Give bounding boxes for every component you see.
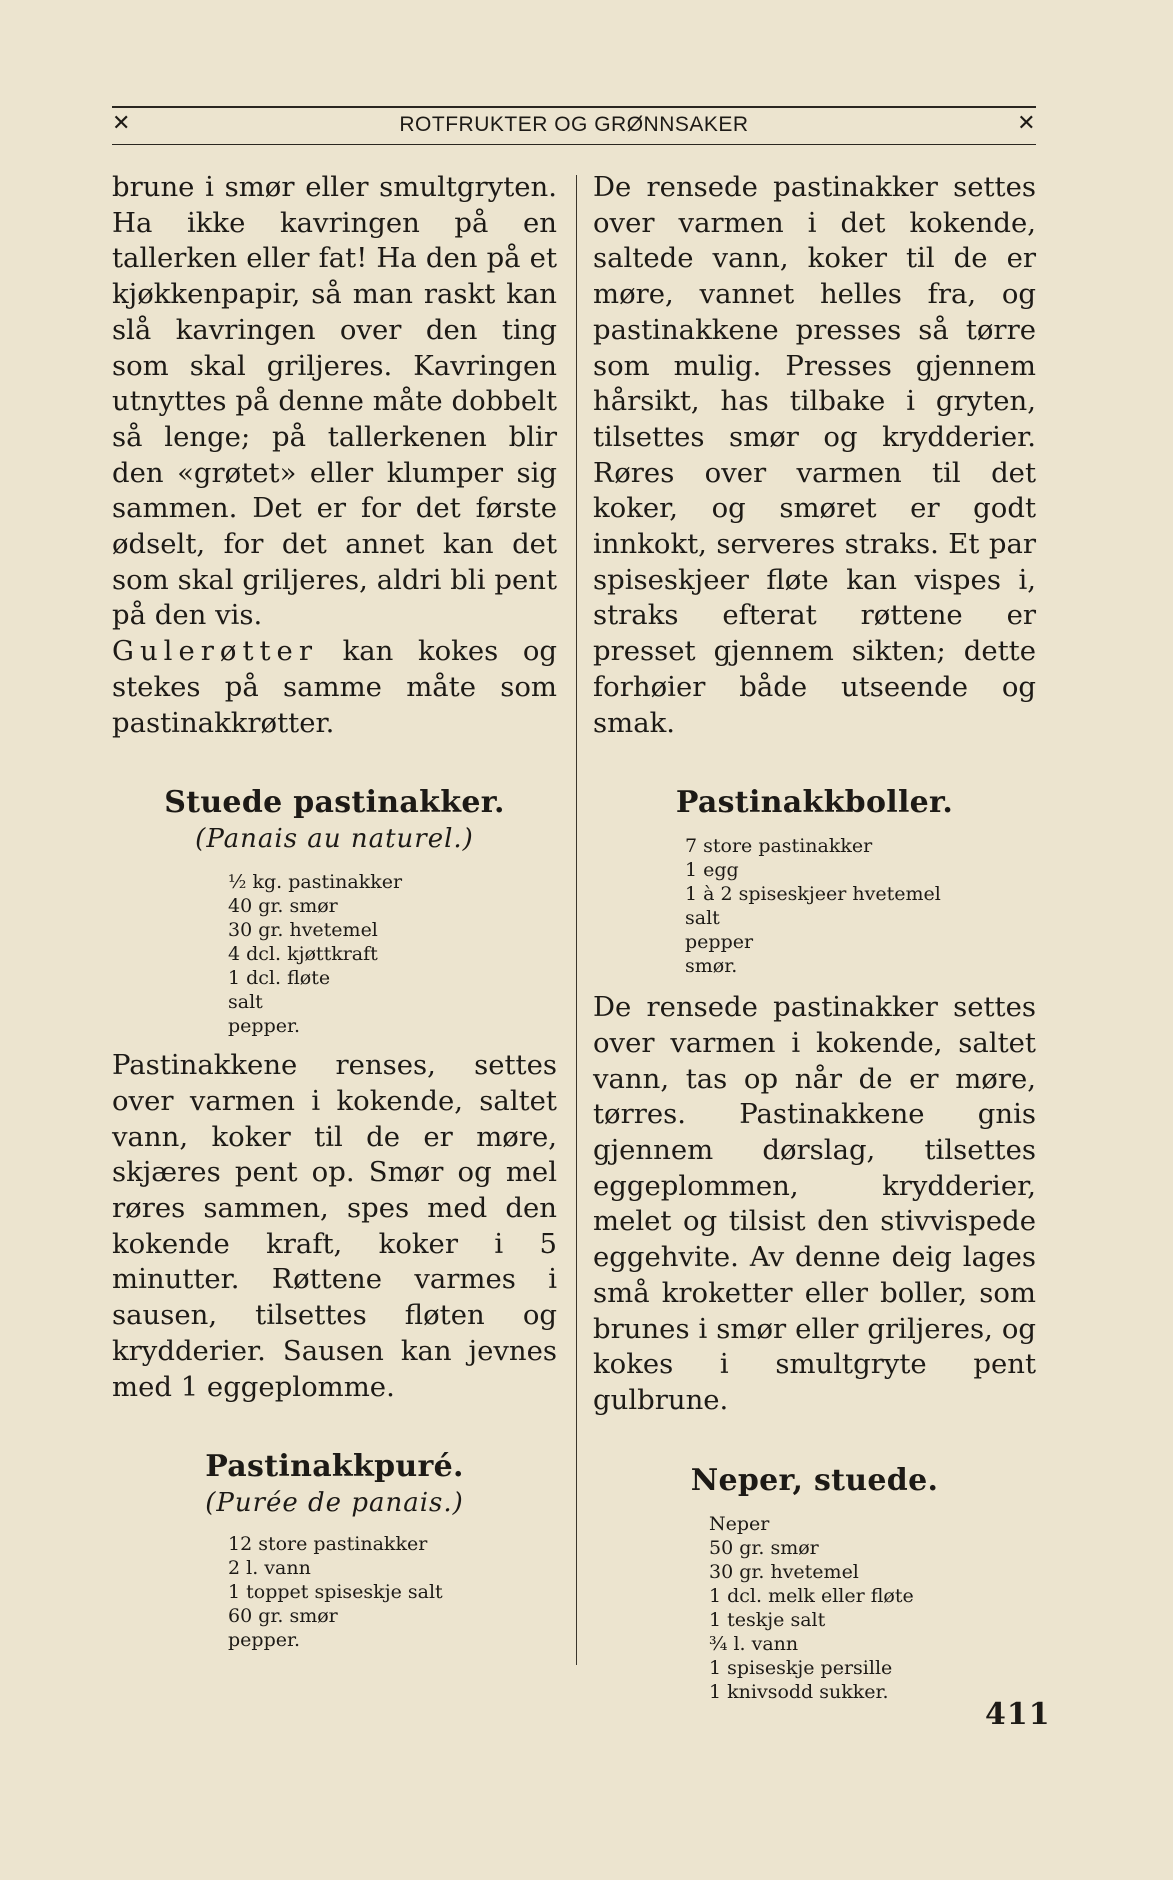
ingredient-item: 30 gr. hvetemel <box>709 1560 859 1583</box>
ingredient-item: pepper <box>685 931 754 954</box>
ingredient-item: 7 store pastinakker <box>685 835 873 858</box>
ingredient-item: 1 knivsodd sukker. <box>709 1680 889 1703</box>
ingredient-item: 1 toppet spiseskje salt <box>228 1581 443 1604</box>
method-boller: De rensede pastinakker settes over varmen i kokende, saltet vann, tas op når de er møre, tørres. Pastinakkene gnis gjennem dørslag, tilsettes eggeplommen, krydderier, melet og tilsist den stivvispede eggehvite. Av denne deig lages små kroketter eller boller, som brunes i smør eller griljeres, og kokes i smultgryte pent gulbrune. <box>593 991 1036 1416</box>
ornament-left-icon: ✕ <box>112 110 131 135</box>
page-number: 411 <box>985 1697 1051 1732</box>
ingredient-item: 60 gr. smør <box>228 1605 338 1628</box>
ingredient-list-pure <box>228 1532 557 1652</box>
ingredient-item: 1 dcl. melk eller fløte <box>709 1584 914 1607</box>
ingredient-list-stuede <box>228 870 557 1038</box>
ingredient-item: ½ kg. pastinakker <box>228 871 403 894</box>
ingredient-list-neper <box>709 1512 1036 1704</box>
recipe-title-boller: Pastinakkboller. <box>675 785 954 821</box>
ingredient-item: 1 teskje salt <box>709 1608 826 1631</box>
recipe-title-pure: Pastinakkpuré. <box>205 1449 464 1485</box>
ingredient-item: 1 egg <box>685 859 739 882</box>
recipe-title-neper: Neper, stuede. <box>690 1462 939 1498</box>
intro-paragraph: brune i smør eller smultgryten. Ha ikke kavringen på en tallerken eller fat! Ha den på et kjøkkenpapir, så man raskt kan slå kavringen over den ting som skal griljeres. Kavringen utnyttes på denne måte dobbelt så lenge; på tallerkenen blir den «grøtet» eller klumper sig sammen. Det er for det første ødselt, for det annet kan det som skal griljeres, aldri bli pent på den vis. <box>112 171 557 632</box>
ingredient-item: 30 gr. hvetemel <box>228 919 378 942</box>
ingredient-item: Neper <box>709 1512 770 1535</box>
recipe-title-stuede: Stuede pastinakker. <box>164 785 505 821</box>
gulerotter-word: Gulerøtter <box>112 635 318 668</box>
right-column <box>593 170 1036 1704</box>
ingredient-item: 1 dcl. fløte <box>228 967 331 990</box>
ingredient-item: pepper. <box>228 1015 301 1038</box>
header-bottom-rule <box>112 144 1036 145</box>
ingredient-item: salt <box>685 907 720 930</box>
recipe-subtitle-pure: (Purée de panais.) <box>205 1488 464 1519</box>
gulerotter-text: kan kokes og stekes på samme måte som pastinakkrøtter. <box>112 635 557 739</box>
method-pure: De rensede pastinakker settes over varmen i det kokende, saltede vann, koker til de er møre, vannet helles fra, og pastinakkene presses så tørre som mulig. Presses gjennem hårsikt, has tilbake i gryten, tilsettes smør og krydderier. Røres over varmen til det koker, og smøret er godt innkokt, serveres straks. Et par spiseskjeer fløte kan vispes i, straks efterat røttene er presset gjennem sikten; dette forhøier både utseende og smak. <box>593 171 1036 739</box>
ingredient-item: 40 gr. smør <box>228 895 338 918</box>
ingredient-item: 4 dcl. kjøttkraft <box>228 943 378 966</box>
ingredient-item: smør. <box>685 955 738 978</box>
ingredient-list-boller <box>685 834 1036 978</box>
ingredient-item: 1 spiseskje persille <box>709 1656 893 1679</box>
recipe-subtitle-stuede: (Panais au naturel.) <box>195 824 474 855</box>
ingredient-item: 2 l. vann <box>228 1557 311 1580</box>
ingredient-item: 12 store pastinakker <box>228 1533 428 1556</box>
ingredient-item: salt <box>228 991 263 1014</box>
ornament-right-icon: ✕ <box>1017 110 1036 135</box>
ingredient-item: 50 gr. smør <box>709 1536 819 1559</box>
ingredient-item: ¾ l. vann <box>709 1632 799 1655</box>
ingredient-item: 1 à 2 spiseskjeer hvetemel <box>685 883 941 906</box>
column-divider <box>576 175 577 1665</box>
method-stuede: Pastinakkene renses, settes over varmen i kokende, saltet vann, koker til de er møre, skjæres pent op. Smør og mel røres sammen, spes med den kokende kraft, koker i 5 minutter. Røttene varmes i sausen, tilsettes fløten og krydderier. Sausen kan jevnes med 1 eggeplomme. <box>112 1049 557 1403</box>
ingredient-item: pepper. <box>228 1629 301 1652</box>
running-header <box>112 110 1036 142</box>
header-top-rule <box>112 106 1036 108</box>
left-column <box>112 170 557 1652</box>
header-title: ROTFRUKTER OG GRØNNSAKER <box>399 113 749 136</box>
gulerotter-paragraph <box>112 634 557 741</box>
